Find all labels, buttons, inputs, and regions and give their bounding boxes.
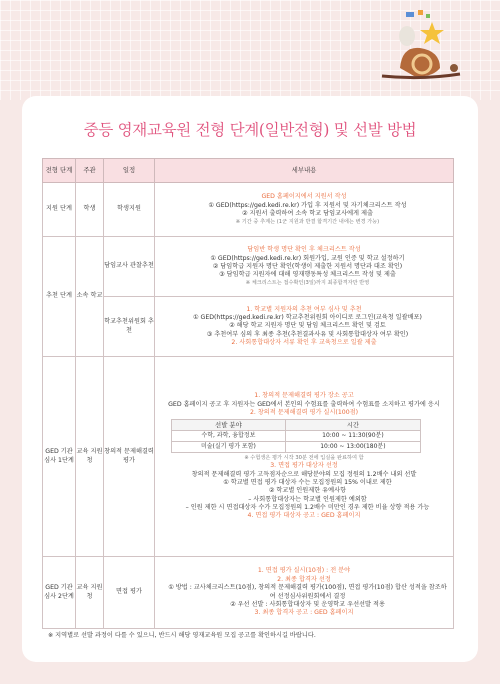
detail-line: GED 홈페이지에서 지원서 작성 (261, 193, 347, 201)
star-icon (420, 22, 444, 44)
detail-line: ③ 담임학급 지원자에 대해 영재행동특성 체크리스트 작성 및 제출 (219, 271, 396, 279)
detail-cell (155, 357, 454, 557)
detail-line: ② 지원서 출력하여 소속 학교 담임교사에게 제출 (242, 210, 373, 218)
table-row (43, 557, 454, 629)
detail-line: 창의적 문제해결력 평가 고득점자순으로 해당분야의 모집 정원의 1.2배수 내외 선발 (191, 470, 417, 478)
schedule-cell: 창의적 문제해결력 평가 (104, 357, 155, 557)
stage-cell: 추천 단계 (43, 237, 76, 357)
header-host: 주관 (76, 159, 104, 183)
detail-line: 3. 최종 합격자 공고 : GED 홈페이지 (254, 609, 354, 617)
sub-table-row (172, 442, 421, 453)
detail-line: 1. 학교별 지원자의 추천 여부 심사 및 추천 (246, 305, 362, 313)
schedule-cell: 학교추천위원회 추천 (104, 297, 155, 357)
table-row (43, 237, 454, 297)
detail-line: 담임반 학생 명단 확인 후 체크리스트 작성 (247, 246, 361, 254)
table-row (43, 297, 454, 357)
sub-cell: 10:00 ~ 13:00(180분) (285, 442, 420, 453)
detail-line: ① GED(https://ged.kedi.re.kr) 가입 후 지원서 및 자기체크리스트 작성 (208, 201, 407, 209)
table-header-row (43, 159, 454, 183)
detail-cell (155, 557, 454, 629)
detail-line: GED 홈페이지 공고 후 지원자는 GED에서 본인의 수험표를 출력하여 수험표를 소지하고 평가에 응시 (168, 400, 440, 408)
sub-cell: 미술(실기 평가 포함) (172, 442, 286, 453)
header-schedule: 일정 (104, 159, 155, 183)
content-card (22, 96, 478, 662)
footnote: ※ 지역별로 선발 과정이 다를 수 있으니, 반드시 해당 영재교육원 모집 공고를 확인하시길 바랍니다. (48, 632, 316, 639)
selection-process-table (42, 158, 454, 629)
detail-line: ② 해당 학교 지원자 명단 및 담임 체크리스트 확인 및 검토 (229, 322, 386, 330)
stage-cell: GED 기관 심사 2단계 (43, 557, 76, 629)
detail-note: ※ 체크리스트는 접수확인(3일)까지 최종합격자만 반영 (245, 279, 370, 286)
host-cell: 교육 지원청 (76, 357, 104, 557)
detail-line: 2. 사회통합대상자 서류 확인 후 교육청으로 일괄 제출 (231, 339, 377, 347)
detail-cell (155, 297, 454, 357)
schedule-cell: 학생지원 (104, 183, 155, 237)
detail-line: 2. 창의적 문제해결력 평가 실시(100점) (249, 408, 359, 416)
detail-line: – 사회통합대상자는 학교별 인원제한 예외함 (248, 495, 367, 503)
detail-note: ※ 기간 중 추계는 (1군 지원과 반결 합격기간 내에는 변경 가능) (235, 218, 380, 225)
detail-line: ① 방법 : 교사체크리스트(10점), 창의적 문제해결력 평가(100점), 면접 평가(10점) 합산 성적을 참조하여 선정심사위원회에서 결정 (168, 584, 447, 600)
detail-line: 3. 면접 평가 대상자 선정 (270, 462, 338, 470)
host-cell: 교육 지원청 (76, 557, 104, 629)
header-detail: 세부내용 (155, 159, 454, 183)
sub-header-time: 시간 (285, 420, 420, 431)
sub-cell: 수학, 과학, 융합정보 (172, 431, 286, 442)
page-title: 중등 영재교육원 전형 단계(일반전형) 및 선발 방법 (83, 121, 417, 139)
header-stage: 전형 단계 (43, 159, 76, 183)
stage-cell: 지원 단계 (43, 183, 76, 237)
detail-line: ② 우선 선발 : 사회통합대상자 및 운영학교 우선선발 적용 (230, 600, 385, 608)
detail-line: ① 학교별 면접 평가 대상자 수는 모집정원의 15% 이내로 제한 (223, 479, 392, 486)
sub-cell: 10:00 ~ 11:30(90분) (285, 431, 420, 442)
detail-line: 1. 면접 평가 실시(10점) : 전 분야 (257, 567, 351, 575)
detail-line: 4. 면접 평가 대상자 공고 : GED 홈페이지 (247, 512, 361, 520)
detail-line: – 인원 제한 시 면접대상자 수가 모집정원의 1.2배수 미만인 경우 제한 비율 상향 적용 가능 (185, 504, 430, 512)
host-cell: 소속 학교 (76, 237, 104, 357)
detail-line: 1. 창의적 문제해결력 평가 장소 공고 (254, 392, 354, 400)
detail-line: ① GED(https://ged.kedi.re.kr) 회원가입, 교원 인증 및 학교 설정하기 (210, 254, 405, 262)
detail-cell (155, 183, 454, 237)
detail-line: ③ 추천여부 심의 후 최종 추천(추천결과사유 및 사회통합대상자 여부 확인) (206, 330, 409, 338)
detail-line: 2. 최종 합격자 선정 (277, 575, 331, 583)
detail-note: ※ 수험생은 평가 시작 30분 전에 입실을 완료하여 함 (244, 455, 364, 462)
detail-line: ② 학교별 인원제한 유예사항 (268, 487, 347, 495)
sub-header-field: 선발 분야 (172, 420, 286, 431)
schedule-cell: 담임교사 관찰추천 (104, 237, 155, 297)
host-cell: 학생 (76, 183, 104, 237)
sub-table-row (172, 431, 421, 442)
detail-line: ② 담임학급 지원자 명단 확인(학생이 제출한 지원서 명단과 대조 확인) (212, 262, 403, 270)
detail-line: ① GED(https://ged.kedi.re.kr) 학교추천위원회 아이디로 로그인(교육청 일괄배포) (193, 313, 422, 321)
schedule-cell: 면접 평가 (104, 557, 155, 629)
table-row (43, 183, 454, 237)
exam-time-table (171, 419, 421, 453)
table-row (43, 357, 454, 557)
decorative-illustration (362, 6, 472, 96)
detail-cell (155, 237, 454, 297)
stage-cell: GED 기관 심사 1단계 (43, 357, 76, 557)
